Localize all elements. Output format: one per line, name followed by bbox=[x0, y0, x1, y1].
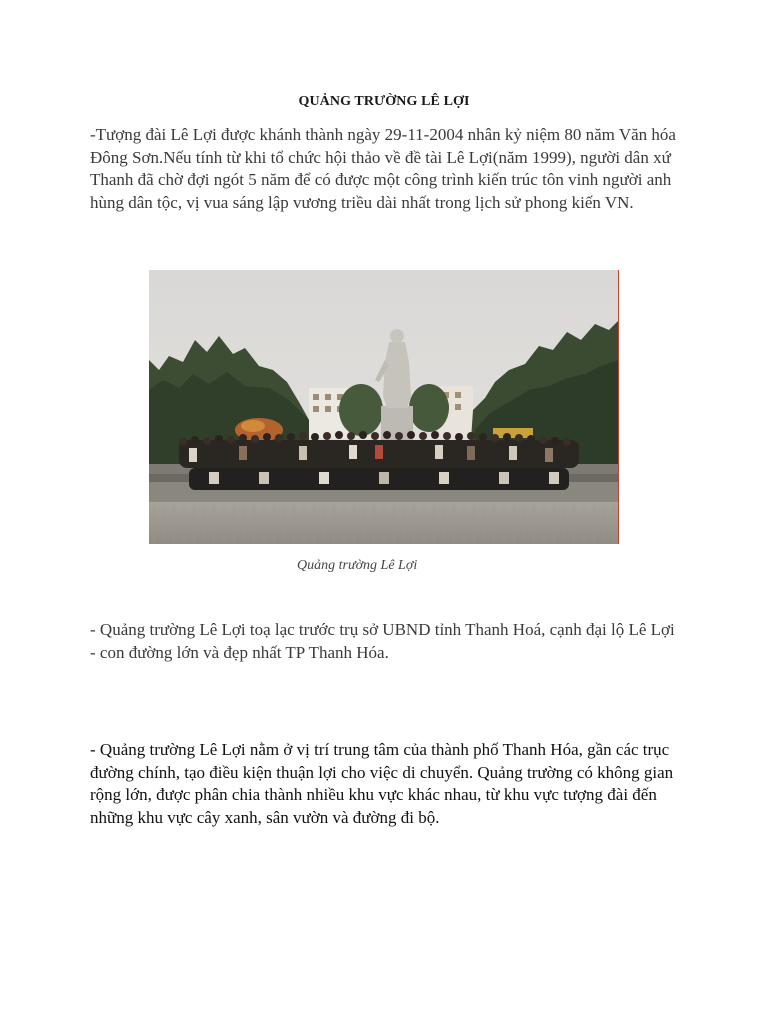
paragraph-description: - Quảng trường Lê Lợi nằm ở vị trí trung tâm của thành phố Thanh Hóa, gần các trục đường chính, tạo điều kiện thuận lợi cho việc di chuyển. Quảng trường có không gian rộng lớn, được phân chia thành nhiều khu vực khác nhau, từ khu vực tượng đài đến những khu vực cây xanh, sân vườn và đường đi bộ. bbox=[90, 740, 674, 827]
paragraph-statue-history: -Tượng đài Lê Lợi được khánh thành ngày 29-11-2004 nhân kỷ niệm 80 năm Văn hóa Đông Sơn.Nếu tính từ khi tổ chức hội thảo về đề tài Lê Lợi(năm 1999), người dân xứ Thanh đã chờ đợi ngót 5 năm để có được một công trình kiến trúc tôn vinh người anh hùng dân tộc, vị vua sáng lập vương triều dài nhất trong lịch sử phong kiến VN. bbox=[90, 125, 676, 212]
paragraph-location: - Quảng trường Lê Lợi toạ lạc trước trụ sở UBND tỉnh Thanh Hoá, cạnh đại lộ Lê Lợi - con đường lớn và đẹp nhất TP Thanh Hóa. bbox=[90, 620, 675, 662]
group-photo-image bbox=[149, 270, 619, 544]
page-title: QUẢNG TRƯỜNG LÊ LỢI bbox=[298, 94, 470, 109]
figure-caption: Quảng trường Lê Lợi bbox=[297, 558, 418, 573]
image-edge-marker bbox=[618, 270, 619, 544]
